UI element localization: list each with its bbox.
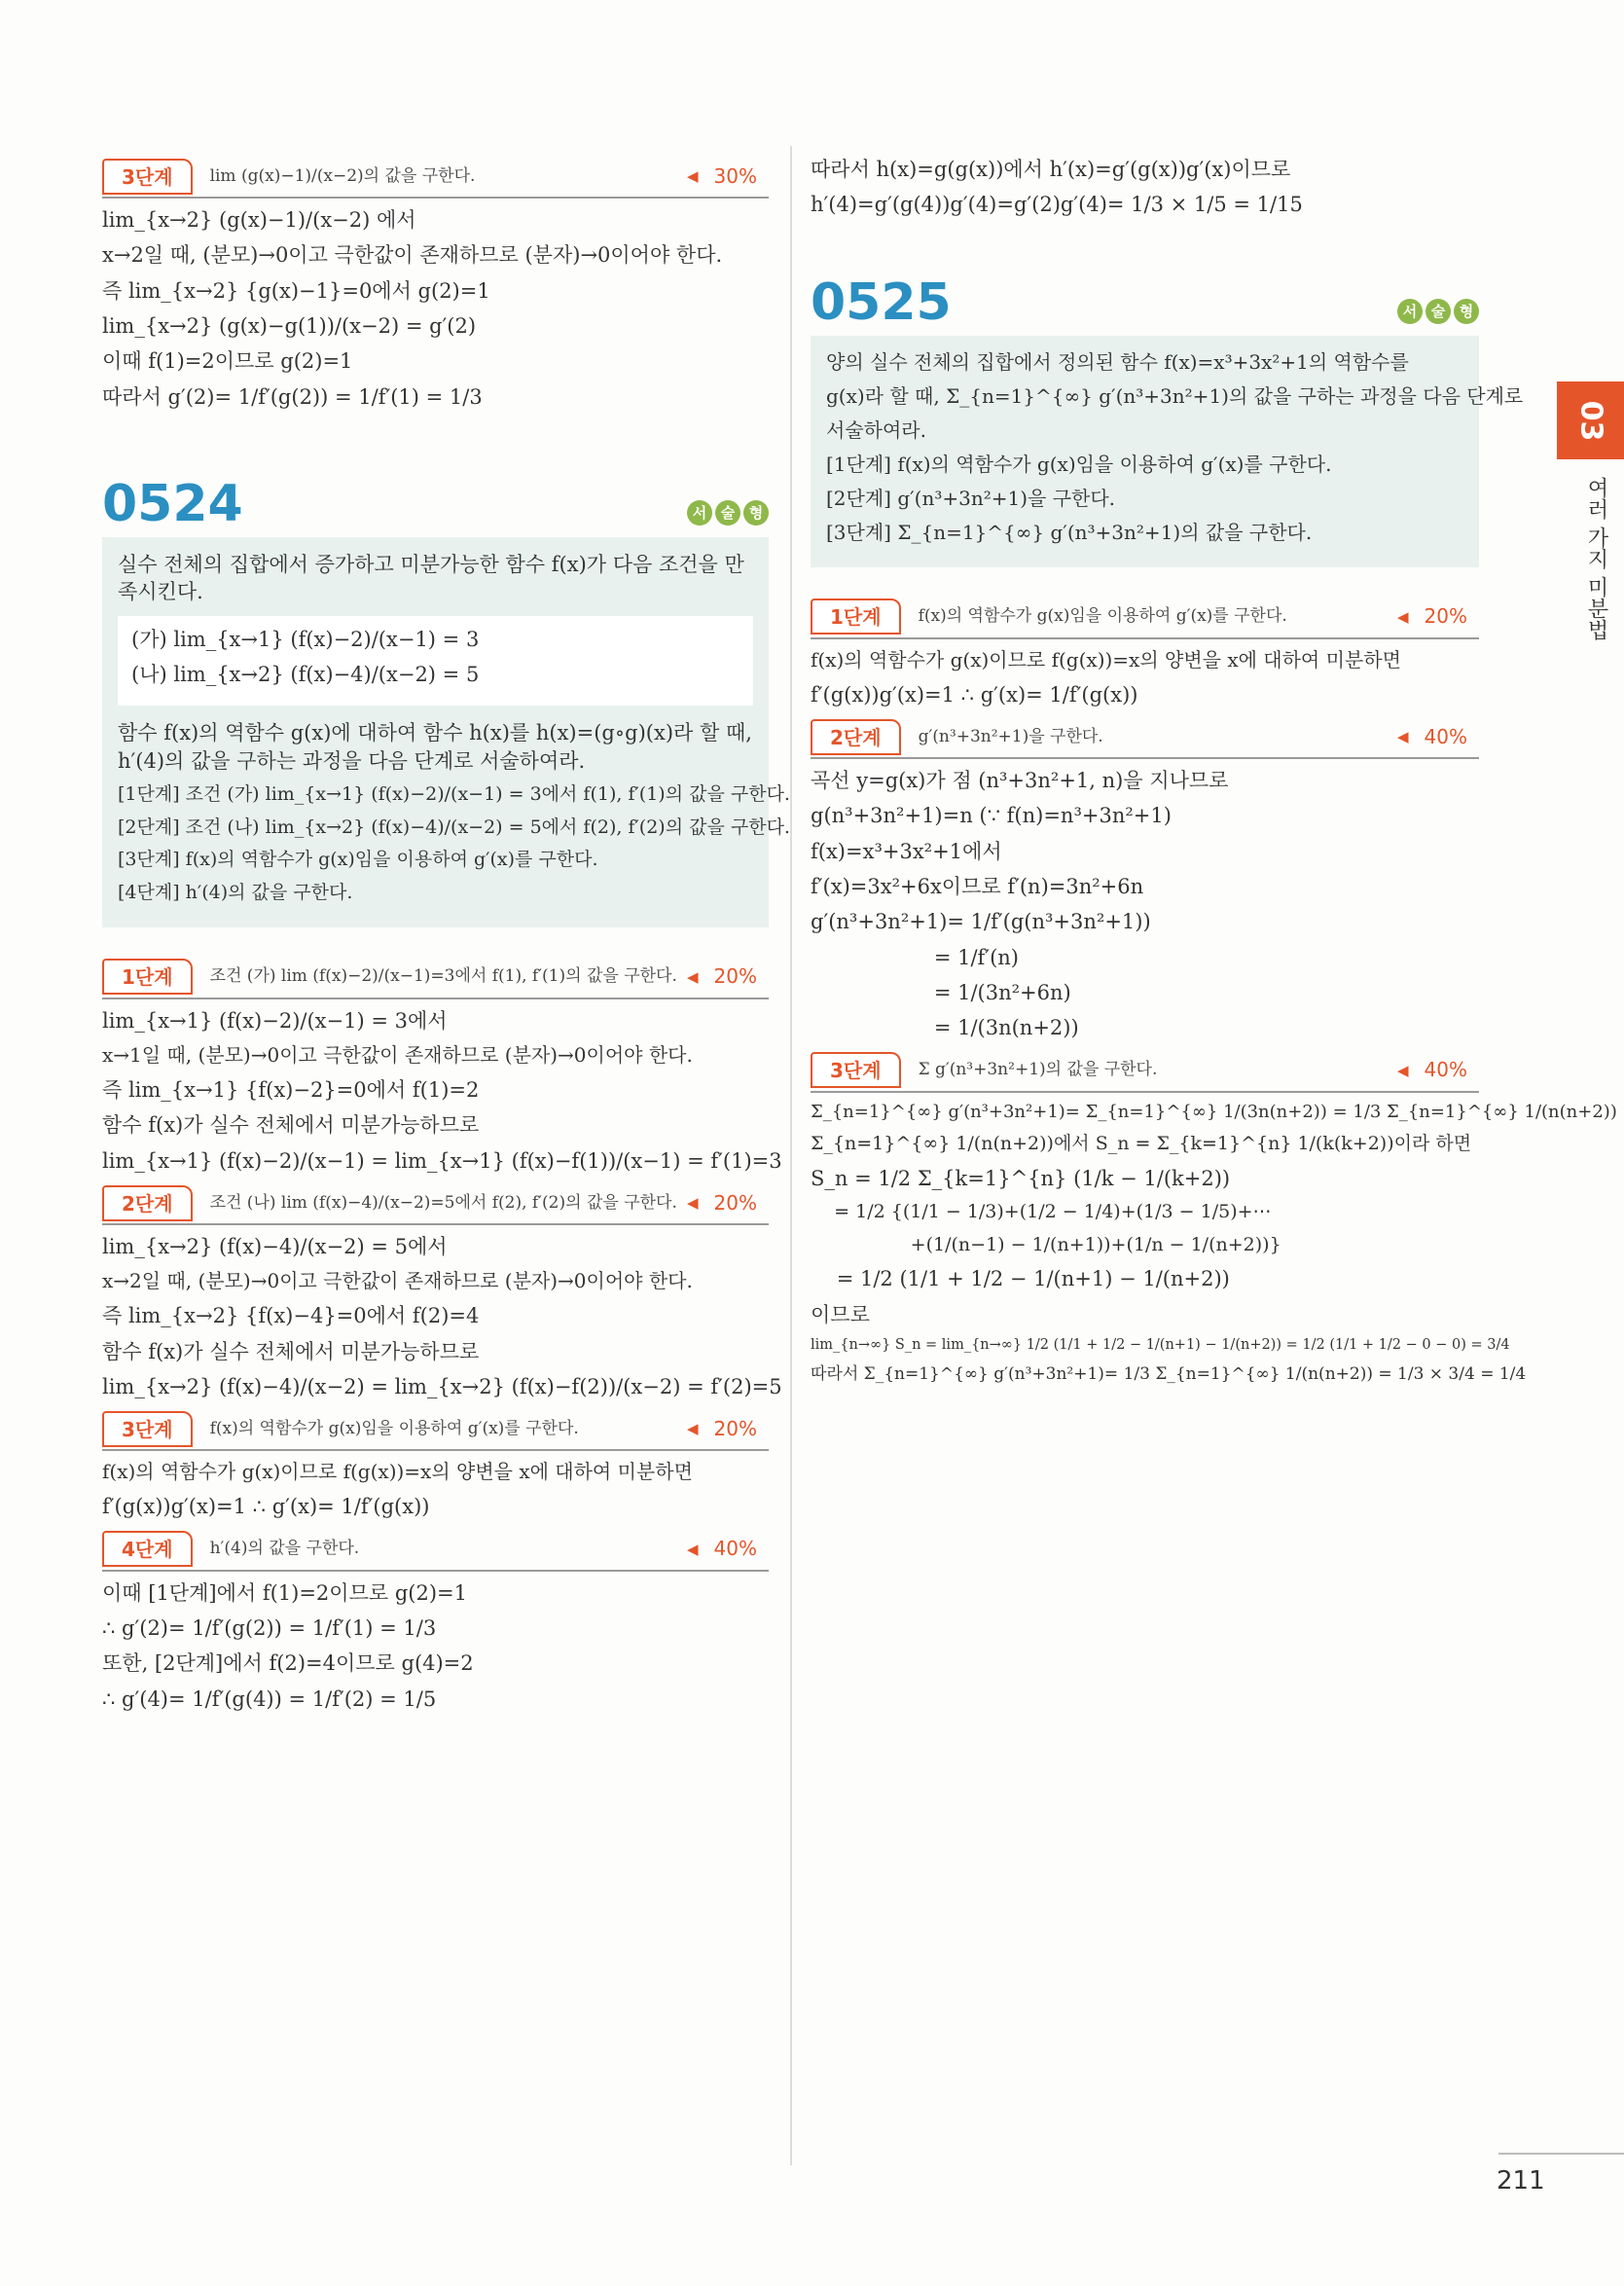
- solution-line: 이때 [1단계]에서 f(1)=2이므로 g(2)=1: [102, 1580, 467, 1605]
- solution-line: 즉 lim_{x→1} {f(x)−2}=0에서 f(1)=2: [102, 1078, 480, 1103]
- problem-step: [3단계] Σ_{n=1}^{∞} g′(n³+3n²+1)의 값을 구한다.: [826, 520, 1313, 544]
- triangle-icon: ◀: [687, 1420, 699, 1438]
- solution-line: = 1/(3n²+6n): [811, 981, 1071, 1005]
- condition: (가) lim_{x→1} (f(x)−2)/(x−1) = 3: [131, 627, 480, 651]
- step-badge: 1단계: [102, 959, 193, 995]
- problem-body: 서술하여라.: [826, 417, 926, 442]
- step-description: f(x)의 역함수가 g(x)임을 이용하여 g′(x)를 구한다.: [918, 606, 1287, 627]
- problem-step: [2단계] g′(n³+3n²+1)을 구한다.: [826, 486, 1116, 510]
- step-percent: 20%: [713, 1416, 757, 1440]
- solution-line: f(x)=x³+3x²+1에서: [811, 839, 1002, 863]
- step-percent: 40%: [1424, 724, 1467, 748]
- solution-line: f(x)의 역함수가 g(x)이므로 f(g(x))=x의 양변을 x에 대하여 미분하면: [811, 647, 1401, 671]
- solution-line: x→1일 때, (분모)→0이고 극한값이 존재하므로 (분자)→0이어야 한다.: [102, 1043, 693, 1068]
- step-header: [102, 156, 769, 199]
- solution-line: = 1/(3n(n+2)): [811, 1016, 1079, 1040]
- triangle-icon: ◀: [687, 166, 699, 185]
- step-header: [811, 716, 1479, 759]
- condition: (나) lim_{x→2} (f(x)−4)/(x−2) = 5: [131, 663, 480, 687]
- solution-line: +(1/(n−1) − 1/(n+1))+(1/n − 1/(n+2))}: [811, 1233, 1281, 1255]
- solution-line: S_n = 1/2 Σ_{k=1}^{n} (1/k − 1/(k+2)): [811, 1166, 1231, 1190]
- solution-line: lim_{n→∞} S_n = lim_{n→∞} 1/2 (1/1 + 1/2 − 1/(n+1) − 1/(n+2)) = 1/2 (1/1 + 1/2 − 0 − 0) = 3/4: [811, 1337, 1510, 1354]
- step-badge: 4단계: [102, 1531, 193, 1567]
- solution-line: Σ_{n=1}^{∞} 1/(n(n+2))에서 S_n = Σ_{k=1}^{n} 1/(k(k+2))이라 하면: [811, 1133, 1472, 1155]
- badge-char: 서: [1397, 299, 1423, 324]
- step-description: g′(n³+3n²+1)을 구한다.: [918, 726, 1103, 746]
- solution-line: ∴ g′(2)= 1/f′(g(2)) = 1/f′(1) = 1/3: [102, 1616, 437, 1641]
- solution-line: lim_{x→1} (f(x)−2)/(x−1) = 3에서: [102, 1008, 448, 1033]
- problem-body: 함수 f(x)의 역함수 g(x)에 대하여 함수 h(x)를 h(x)=(g∘g)(x)라 할 때, h′(4)의 값을 구하는 과정을 다음 단계로 서술하여라.: [118, 721, 752, 773]
- badge-char: 형: [743, 500, 769, 526]
- badge-char: 형: [1454, 299, 1479, 324]
- solution-line: lim_{x→1} (f(x)−2)/(x−1) = lim_{x→1} (f(x)−f(1))/(x−1) = f′(1)=3: [102, 1148, 782, 1173]
- step-header: [102, 1408, 769, 1451]
- left-column: [102, 156, 790, 1721]
- step-percent: 30%: [713, 163, 757, 188]
- step-badge: 3단계: [102, 1411, 193, 1447]
- chapter-tab[interactable]: [1557, 381, 1624, 459]
- step-percent: 40%: [1424, 1058, 1467, 1082]
- step-percent: 40%: [713, 1537, 757, 1561]
- triangle-icon: ◀: [1397, 727, 1409, 745]
- solution-line: 이므로: [811, 1302, 870, 1326]
- solution-line: lim_{x→2} (g(x)−g(1))/(x−2) = g′(2): [102, 314, 477, 339]
- solution-line: f′(x)=3x²+6x이므로 f′(n)=3n²+6n: [811, 875, 1144, 899]
- chapter-number: 03: [1573, 400, 1607, 441]
- solution-line: ∴ g′(4)= 1/f′(g(4)) = 1/f′(2) = 1/5: [102, 1687, 437, 1711]
- problem-box: [811, 336, 1524, 567]
- step-description: Σ g′(n³+3n²+1)의 값을 구한다.: [918, 1060, 1158, 1080]
- step-badge: 3단계: [102, 159, 193, 195]
- solution-line: lim_{x→2} (f(x)−4)/(x−2) = lim_{x→2} (f(x)−f(2))/(x−2) = f′(2)=5: [102, 1375, 782, 1399]
- solution-line: 함수 f(x)가 실수 전체에서 미분가능하므로: [102, 1113, 480, 1138]
- solution-line: h′(4)=g′(g(4))g′(4)=g′(2)g′(4)= 1/3 × 1/5 = 1/15: [811, 193, 1303, 217]
- solution-line: f′(g(x))g′(x)=1 ∴ g′(x)= 1/f′(g(x)): [811, 682, 1138, 707]
- step-header: [102, 1182, 769, 1225]
- solution-line: x→2일 때, (분모)→0이고 극한값이 존재하므로 (분자)→0이어야 한다.: [102, 1269, 693, 1293]
- solution-line: 곡선 y=g(x)가 점 (n³+3n²+1, n)을 지나므로: [811, 769, 1229, 793]
- solution-line: f′(g(x))g′(x)=1 ∴ g′(x)= 1/f′(g(x)): [102, 1495, 430, 1519]
- triangle-icon: ◀: [687, 1540, 699, 1558]
- step-header: [811, 1050, 1479, 1093]
- solution-line: lim_{x→2} (g(x)−1)/(x−2) 에서: [102, 208, 416, 232]
- solution-line: 즉 lim_{x→2} {f(x)−4}=0에서 f(2)=4: [102, 1304, 480, 1328]
- solution-line: g′(n³+3n²+1)= 1/f′(g(n³+3n²+1)): [811, 910, 1151, 934]
- step-header: [102, 1529, 769, 1572]
- solution-line: f(x)의 역함수가 g(x)이므로 f(g(x))=x의 양변을 x에 대하여 미분하면: [102, 1460, 693, 1484]
- triangle-icon: ◀: [1397, 1061, 1409, 1079]
- step-header: [811, 597, 1479, 639]
- problem-body: 양의 실수 전체의 집합에서 정의된 함수 f(x)=x³+3x²+1의 역함수를: [826, 349, 1409, 374]
- solution-line: x→2일 때, (분모)→0이고 극한값이 존재하므로 (분자)→0이어야 한다.: [102, 243, 723, 268]
- solution-line: Σ_{n=1}^{∞} g′(n³+3n²+1)= Σ_{n=1}^{∞} 1/(3n(n+2)) = 1/3 Σ_{n=1}^{∞} 1/(n(n+2)): [811, 1101, 1617, 1122]
- essay-badge: [1397, 299, 1479, 324]
- conditions-box: [118, 616, 753, 707]
- problem-header: [102, 475, 769, 534]
- step-description: h′(4)의 값을 구한다.: [209, 1539, 360, 1559]
- badge-char: 서: [687, 500, 712, 526]
- page-rule: [1498, 2153, 1624, 2155]
- solution-line: 함수 f(x)가 실수 전체에서 미분가능하므로: [102, 1339, 480, 1363]
- problem-intro: 실수 전체의 집합에서 증가하고 미분가능한 함수 f(x)가 다음 조건을 만족시킨다.: [118, 553, 744, 604]
- step-badge: 2단계: [811, 719, 901, 755]
- step-description: f(x)의 역함수가 g(x)임을 이용하여 g′(x)를 구한다.: [209, 1418, 579, 1438]
- step-badge: 3단계: [811, 1052, 901, 1088]
- solution-line: 따라서 Σ_{n=1}^{∞} g′(n³+3n²+1)= 1/3 Σ_{n=1}^{∞} 1/(n(n+2)) = 1/3 × 3/4 = 1/4: [811, 1363, 1527, 1384]
- triangle-icon: ◀: [1397, 607, 1409, 626]
- problem-step: [1단계] 조건 (가) lim_{x→1} (f(x)−2)/(x−1) = 3에서 f(1), f′(1)의 값을 구한다.: [118, 783, 790, 806]
- step-description: 조건 (가) lim (f(x)−2)/(x−1)=3에서 f(1), f′(1)의 값을 구한다.: [209, 966, 677, 987]
- step-percent: 20%: [713, 1190, 757, 1215]
- solution-line: = 1/2 {(1/1 − 1/3)+(1/2 − 1/4)+(1/3 − 1/5)+⋯: [811, 1201, 1272, 1223]
- step-percent: 20%: [1424, 604, 1467, 629]
- solution-line: 이때 f(1)=2이므로 g(2)=1: [102, 349, 353, 374]
- badge-char: 술: [715, 500, 740, 526]
- chapter-title: 여러 가지 미분법: [1584, 477, 1608, 640]
- solution-line: g(n³+3n²+1)=n (∵ f(n)=n³+3n²+1): [811, 804, 1172, 828]
- problem-step: [4단계] h′(4)의 값을 구한다.: [118, 882, 353, 904]
- problem-number: 0524: [102, 475, 243, 534]
- step-description: lim (g(x)−1)/(x−2)의 값을 구한다.: [209, 165, 476, 186]
- solution-line: lim_{x→2} (f(x)−4)/(x−2) = 5에서: [102, 1235, 448, 1259]
- essay-badge: [687, 500, 769, 526]
- problem-number: 0525: [811, 272, 952, 332]
- solution-line: 따라서 h(x)=g(g(x))에서 h′(x)=g′(g(x))g′(x)이므로: [811, 158, 1291, 181]
- step-description: 조건 (나) lim (f(x)−4)/(x−2)=5에서 f(2), f′(2)의 값을 구한다.: [209, 1192, 677, 1213]
- triangle-icon: ◀: [687, 967, 699, 986]
- page-number: 211: [1497, 2166, 1545, 2195]
- problem-box: [102, 537, 790, 927]
- triangle-icon: ◀: [687, 1193, 699, 1212]
- step-percent: 20%: [713, 964, 757, 989]
- solution-line: 따라서 g′(2)= 1/f′(g(2)) = 1/f′(1) = 1/3: [102, 384, 483, 409]
- problem-header: [811, 272, 1479, 332]
- problem-body: g(x)라 할 때, Σ_{n=1}^{∞} g′(n³+3n²+1)의 값을 구하는 과정을 다음 단계로: [826, 383, 1524, 408]
- problem-step: [2단계] 조건 (나) lim_{x→2} (f(x)−4)/(x−2) = 5에서 f(2), f′(2)의 값을 구한다.: [118, 816, 790, 838]
- solution-line: = 1/2 (1/1 + 1/2 − 1/(n+1) − 1/(n+2)): [811, 1267, 1230, 1291]
- step-badge: 2단계: [102, 1185, 193, 1221]
- badge-char: 술: [1426, 299, 1451, 324]
- solution-line: = 1/f′(n): [811, 945, 1019, 969]
- solution-line: 즉 lim_{x→2} {g(x)−1}=0에서 g(2)=1: [102, 278, 490, 303]
- problem-step: [1단계] f(x)의 역함수가 g(x)임을 이용하여 g′(x)를 구한다.: [826, 452, 1332, 476]
- step-badge: 1단계: [811, 599, 901, 635]
- step-header: [102, 957, 769, 999]
- column-divider: [790, 146, 792, 2165]
- solution-line: 또한, [2단계]에서 f(2)=4이므로 g(4)=2: [102, 1651, 474, 1676]
- problem-step: [3단계] f(x)의 역함수가 g(x)임을 이용하여 g′(x)를 구한다.: [118, 849, 598, 871]
